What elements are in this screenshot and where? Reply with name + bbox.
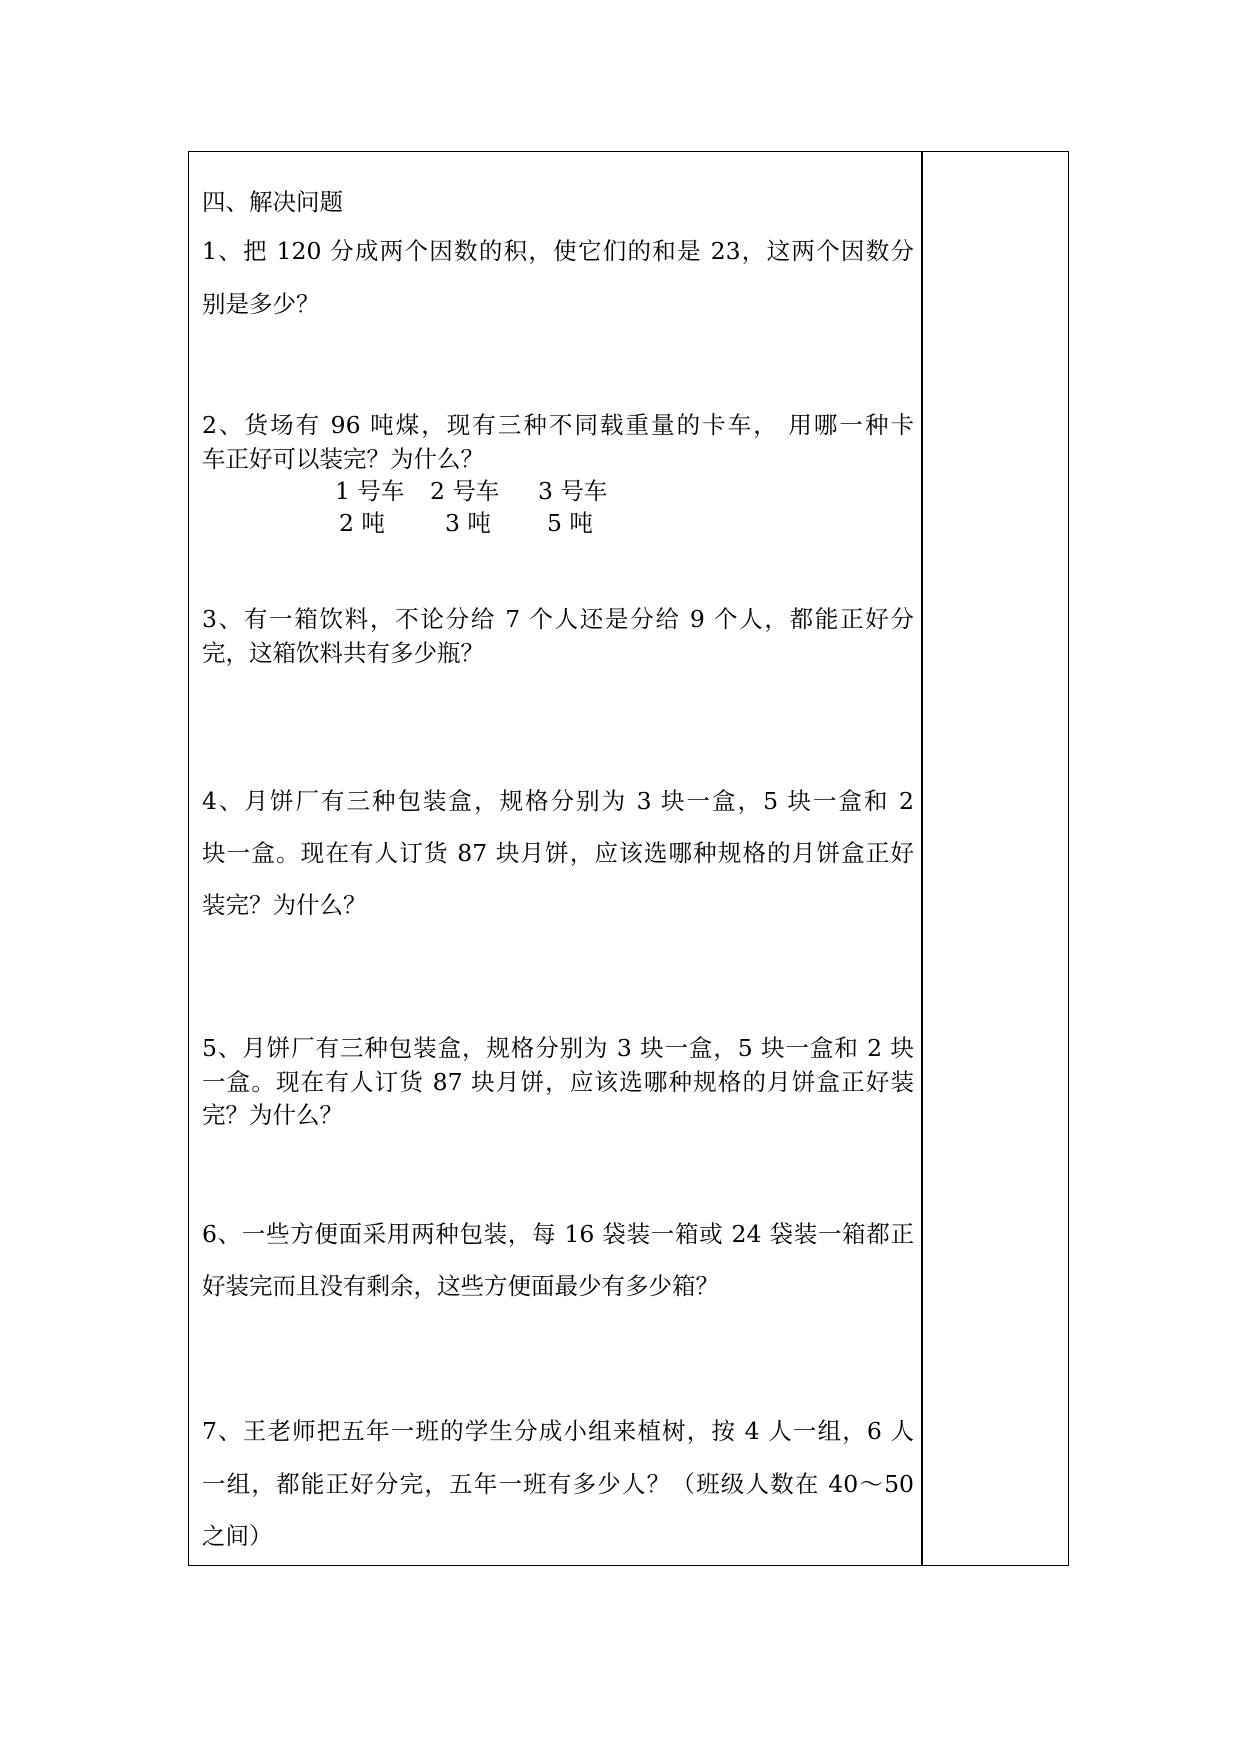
q5-line2: 一盒。现在有人订货 87 块月饼，应该选哪种规格的月饼盒正好装 (202, 1068, 914, 1096)
truck-2-name: 2 号车 (430, 477, 500, 505)
q6-line2: 好装完而且没有剩余，这些方便面最少有多少箱？ (202, 1272, 719, 1300)
q6-line1: 6、一些方便面采用两种包装，每 16 袋装一箱或 24 袋装一箱都正 (202, 1220, 914, 1248)
truck-2-load: 3 吨 (445, 509, 491, 537)
q2-line2: 车正好可以装完？为什么？ (202, 445, 484, 473)
q4-line1: 4、月饼厂有三种包装盒，规格分别为 3 块一盒，5 块一盒和 2 (202, 787, 914, 815)
section-title: 四、解决问题 (202, 188, 343, 216)
q5-line3: 完？为什么？ (202, 1101, 343, 1129)
q1-line2: 别是多少？ (202, 290, 320, 318)
q7-line1: 7、王老师把五年一班的学生分成小组来植树，按 4 人一组，6 人 (202, 1417, 914, 1445)
q1-line1: 1、把 120 分成两个因数的积，使它们的和是 23，这两个因数分 (202, 237, 914, 265)
q4-line2: 块一盒。现在有人订货 87 块月饼，应该选哪种规格的月饼盒正好 (202, 839, 914, 867)
q3-line1: 3、有一箱饮料，不论分给 7 个人还是分给 9 个人，都能正好分 (202, 605, 914, 633)
truck-3-load: 5 吨 (547, 509, 593, 537)
q4-line3: 装完？为什么？ (202, 891, 367, 919)
q2-line1: 2、货场有 96 吨煤，现有三种不同载重量的卡车， 用哪一种卡 (202, 411, 914, 439)
answer-column (923, 152, 1068, 1565)
truck-3-name: 3 号车 (538, 477, 608, 505)
q7-line2: 一组，都能正好分完，五年一班有多少人？（班级人数在 40～50 (202, 1470, 914, 1498)
q7-line3: 之间） (202, 1522, 273, 1550)
truck-1-load: 2 吨 (339, 509, 385, 537)
q5-line1: 5、月饼厂有三种包装盒，规格分别为 3 块一盒，5 块一盒和 2 块 (202, 1034, 914, 1062)
q3-line2: 完，这箱饮料共有多少瓶？ (202, 639, 484, 667)
truck-1-name: 1 号车 (335, 477, 405, 505)
